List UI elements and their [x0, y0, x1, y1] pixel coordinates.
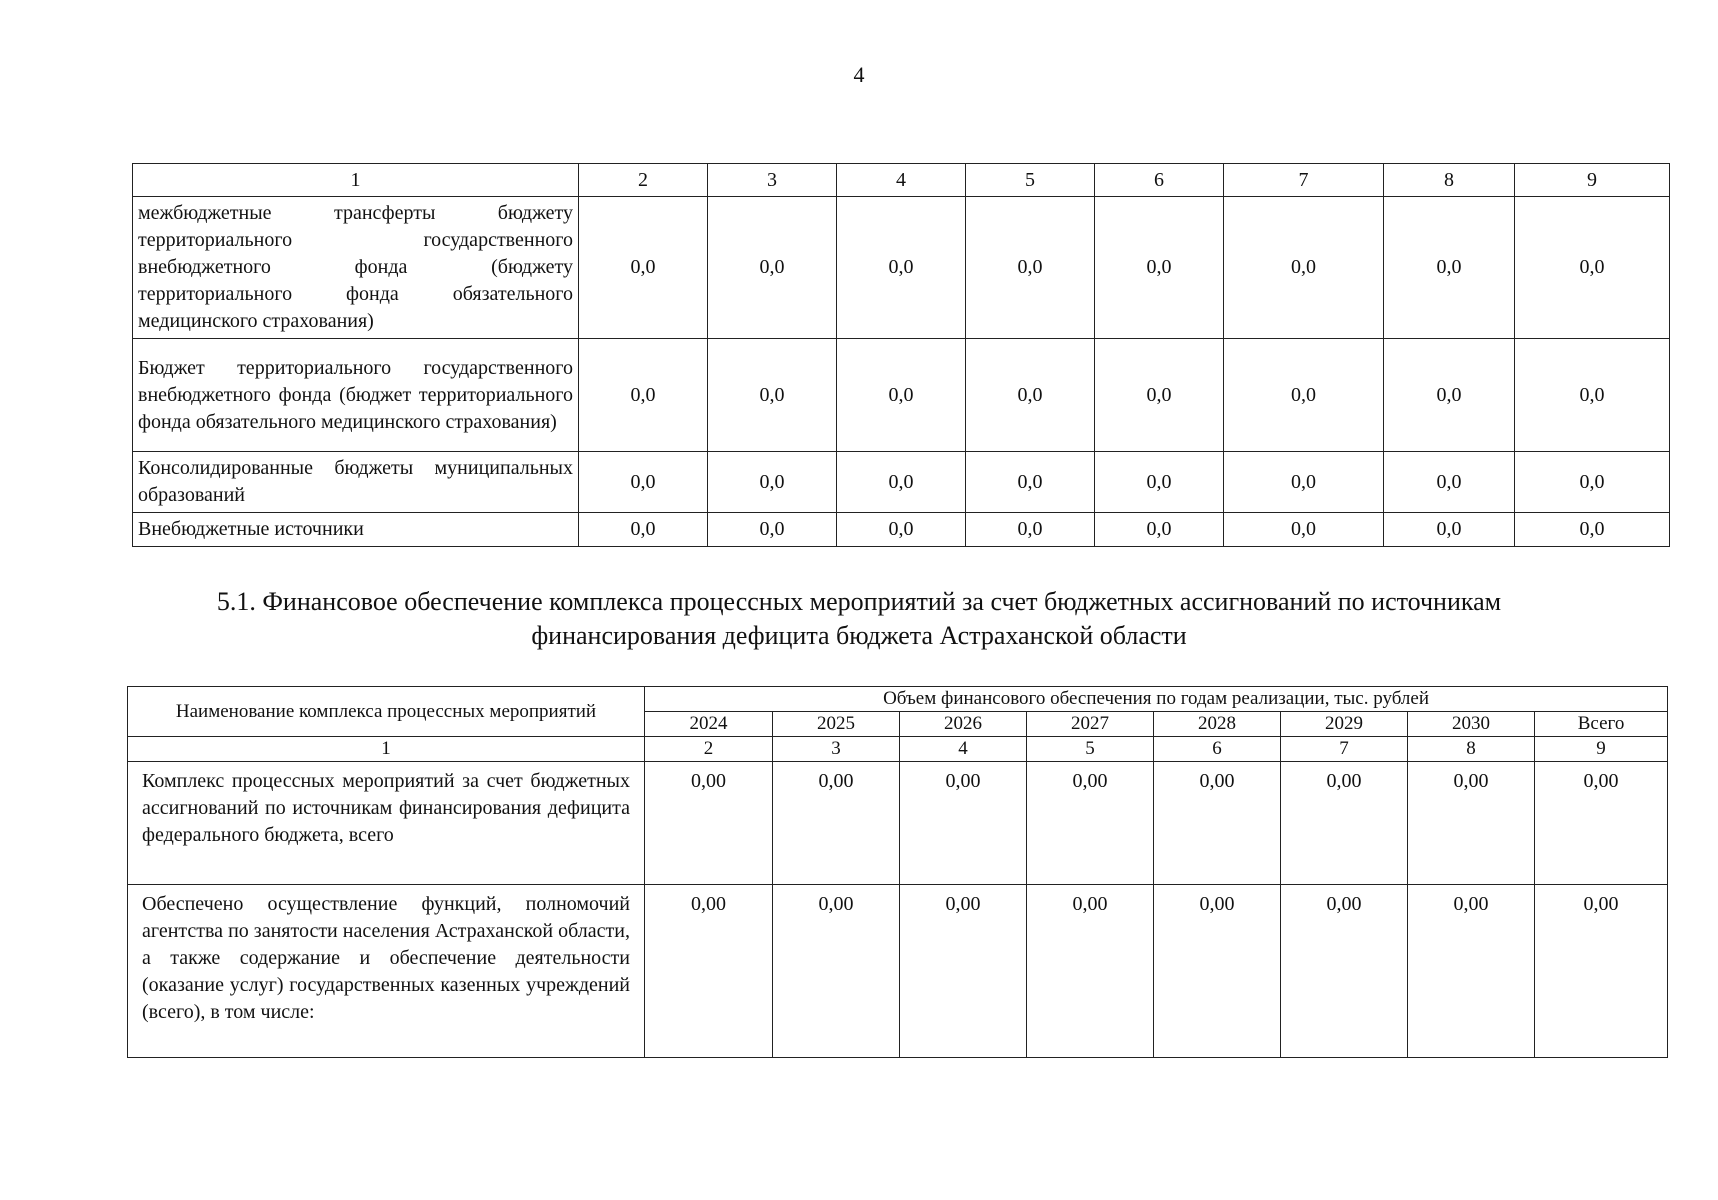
cell-value: 0,00: [1535, 762, 1668, 885]
column-number: 9: [1515, 164, 1670, 197]
top-table: [132, 163, 1670, 547]
cell-value: 0,00: [1281, 885, 1408, 1058]
table-row: [133, 513, 1670, 547]
cell-value: 0,0: [579, 339, 708, 452]
cell-value: 0,0: [966, 197, 1095, 339]
cell-value: 0,0: [837, 339, 966, 452]
cell-value: 0,0: [579, 197, 708, 339]
financing-table: [127, 686, 1668, 1058]
column-number: 9: [1535, 737, 1668, 762]
cell-value: 0,0: [1515, 339, 1670, 452]
year-header: 2024: [645, 712, 773, 737]
table-header-row: [133, 164, 1670, 197]
cell-value: 0,0: [1224, 513, 1384, 547]
page-number: 4: [853, 62, 865, 87]
cell-value: 0,0: [708, 197, 837, 339]
cell-value: 0,00: [1027, 885, 1154, 1058]
cell-value: 0,00: [1027, 762, 1154, 885]
year-header: 2028: [1154, 712, 1281, 737]
cell-value: 0,0: [837, 452, 966, 513]
cell-value: 0,00: [645, 762, 773, 885]
cell-value: 0,0: [1095, 339, 1224, 452]
column-number: 5: [1027, 737, 1154, 762]
section-heading: 5.1. Финансовое обеспечение комплекса процессных мероприятий за счет бюджетных ассигнований по источникам финансирования дефицита бюджета Астраханской области: [216, 587, 1502, 650]
cell-value: 0,00: [1408, 762, 1535, 885]
cell-value: 0,0: [708, 452, 837, 513]
column-number: 1: [128, 737, 645, 762]
cell-value: 0,00: [773, 885, 900, 1058]
column-number: 5: [966, 164, 1095, 197]
cell-value: 0,00: [900, 762, 1027, 885]
cell-value: 0,00: [1535, 885, 1668, 1058]
column-number: 3: [708, 164, 837, 197]
row-name: Консолидированные бюджеты муниципальных образований: [133, 452, 579, 513]
cell-value: 0,0: [837, 513, 966, 547]
cell-value: 0,0: [1095, 513, 1224, 547]
cell-value: 0,0: [1095, 197, 1224, 339]
table-row: [133, 197, 1670, 339]
cell-value: 0,00: [773, 762, 900, 885]
cell-value: 0,0: [1384, 197, 1515, 339]
column-number: 7: [1281, 737, 1408, 762]
cell-value: 0,0: [1384, 513, 1515, 547]
table-row: [133, 452, 1670, 513]
cell-value: 0,0: [1224, 339, 1384, 452]
row-name: Внебюджетные источники: [133, 513, 579, 547]
table-row: [128, 762, 1668, 885]
cell-value: 0,0: [1384, 452, 1515, 513]
year-header: 2025: [773, 712, 900, 737]
cell-value: 0,0: [966, 339, 1095, 452]
year-header: 2029: [1281, 712, 1408, 737]
cell-value: 0,00: [1281, 762, 1408, 885]
cell-value: 0,0: [579, 452, 708, 513]
table-row: [128, 885, 1668, 1058]
row-name: Комплекс процессных мероприятий за счет бюджетных ассигнований по источникам финансирования дефицита федерального бюджета, всего: [128, 762, 645, 885]
row-name: межбюджетные трансферты бюджету территориального государственного внебюджетного фонда (бюджету территориального фонда обязательного медицинского страхования): [133, 197, 579, 339]
column-number: 2: [645, 737, 773, 762]
column-number: 1: [133, 164, 579, 197]
column-number-row: [128, 737, 1668, 762]
cell-value: 0,00: [900, 885, 1027, 1058]
cell-value: 0,00: [645, 885, 773, 1058]
column-number: 8: [1408, 737, 1535, 762]
year-header: 2026: [900, 712, 1027, 737]
table-row: [133, 339, 1670, 452]
column-number: 4: [837, 164, 966, 197]
cell-value: 0,0: [1515, 197, 1670, 339]
column-number: 4: [900, 737, 1027, 762]
year-header: 2030: [1408, 712, 1535, 737]
cell-value: 0,00: [1154, 762, 1281, 885]
column-number: 3: [773, 737, 900, 762]
cell-value: 0,0: [1224, 197, 1384, 339]
name-column-header: Наименование комплекса процессных мероприятий: [128, 687, 645, 737]
cell-value: 0,0: [966, 452, 1095, 513]
cell-value: 0,0: [1224, 452, 1384, 513]
row-name: Бюджет территориального государственного внебюджетного фонда (бюджет территориального фонда обязательного медицинского страхования): [133, 339, 579, 452]
total-header: Всего: [1535, 712, 1668, 737]
cell-value: 0,0: [966, 513, 1095, 547]
row-name: Обеспечено осуществление функций, полномочий агентства по занятости населения Астраханской области, а также содержание и обеспечение деятельности (оказание услуг) государственных казенных учреждений (всего), в том числе:: [128, 885, 645, 1058]
column-number: 2: [579, 164, 708, 197]
column-number: 6: [1095, 164, 1224, 197]
year-header: 2027: [1027, 712, 1154, 737]
cell-value: 0,00: [1408, 885, 1535, 1058]
cell-value: 0,00: [1154, 885, 1281, 1058]
cell-value: 0,0: [1384, 339, 1515, 452]
cell-value: 0,0: [837, 197, 966, 339]
cell-value: 0,0: [1095, 452, 1224, 513]
column-number: 7: [1224, 164, 1384, 197]
column-number: 8: [1384, 164, 1515, 197]
table-header-row: [128, 687, 1668, 712]
volume-group-header: Объем финансового обеспечения по годам реализации, тыс. рублей: [645, 687, 1668, 712]
cell-value: 0,0: [708, 339, 837, 452]
cell-value: 0,0: [579, 513, 708, 547]
cell-value: 0,0: [708, 513, 837, 547]
column-number: 6: [1154, 737, 1281, 762]
cell-value: 0,0: [1515, 452, 1670, 513]
cell-value: 0,0: [1515, 513, 1670, 547]
